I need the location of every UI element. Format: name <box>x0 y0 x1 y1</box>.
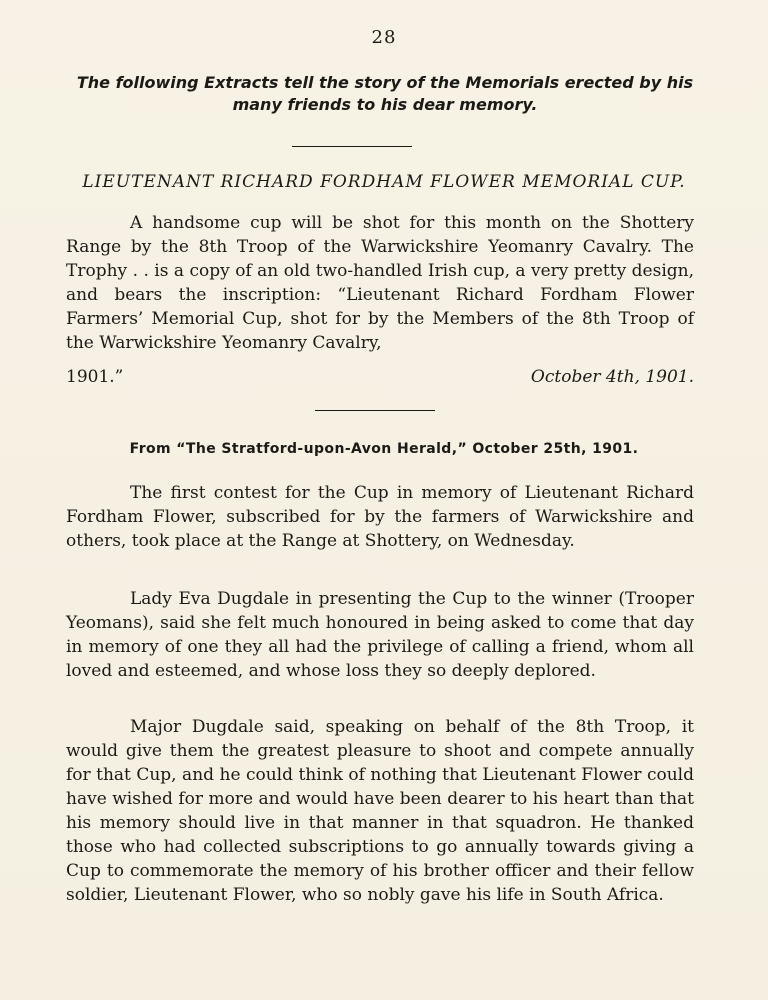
section-heading-memorial-cup: LIEUTENANT RICHARD FORDHAM FLOWER MEMORIAL CUP. <box>82 172 686 192</box>
article-date: October 4th, 1901. <box>530 367 694 387</box>
herald-paragraph: Lady Eva Dugdale in presenting the Cup to the winner (Trooper Yeomans), said she felt much honoured in being asked to come that day in memory of one they all had the privilege of calling a friend, whom all loved and esteemed, and whose loss they so deeply deplored. <box>66 589 694 681</box>
section-heading-herald: From “The Stratford-upon-Avon Herald,” October 25th, 1901. <box>129 441 639 457</box>
divider-rule <box>315 410 435 411</box>
page-number: 28 <box>371 27 397 48</box>
intro-text: The following Extracts tell the story of the Memorials erected by his many friends to his dear memory. <box>76 73 694 114</box>
divider-rule <box>292 146 412 147</box>
herald-paragraph: Major Dugdale said, speaking on behalf of the 8th Troop, it would give them the greatest pleasure to shoot and compete annually for that Cup, and he could think of nothing that Lieutenant Flower could have wished for more and would have been dearer to his heart than that his memory should live in that manner in that squadron. He thanked those who had collected subscriptions to go annually towards giving a Cup to commemorate the memory of his brother officer and their fellow soldier, Lieutenant Flower, who so nobly gave his life in South Africa. <box>66 717 694 905</box>
inscription-year: 1901.” <box>66 367 124 387</box>
memorial-cup-paragraph: A handsome cup will be shot for this month on the Shottery Range by the 8th Troop of the Warwickshire Yeomanry Cavalry. The Trophy . . is a copy of an old two-handled Irish cup, a very pretty design, and bears the inscription: “Lieutenant Richard Fordham Flower Farmers’ Memorial Cup, shot for by the Members of the 8th Troop of the Warwickshire Yeomanry Cavalry, <box>66 213 694 353</box>
herald-paragraph: The first contest for the Cup in memory of Lieutenant Richard Fordham Flower, subscribed for by the farmers of Warwickshire and others, took place at the Range at Shottery, on Wednesday. <box>66 483 694 551</box>
